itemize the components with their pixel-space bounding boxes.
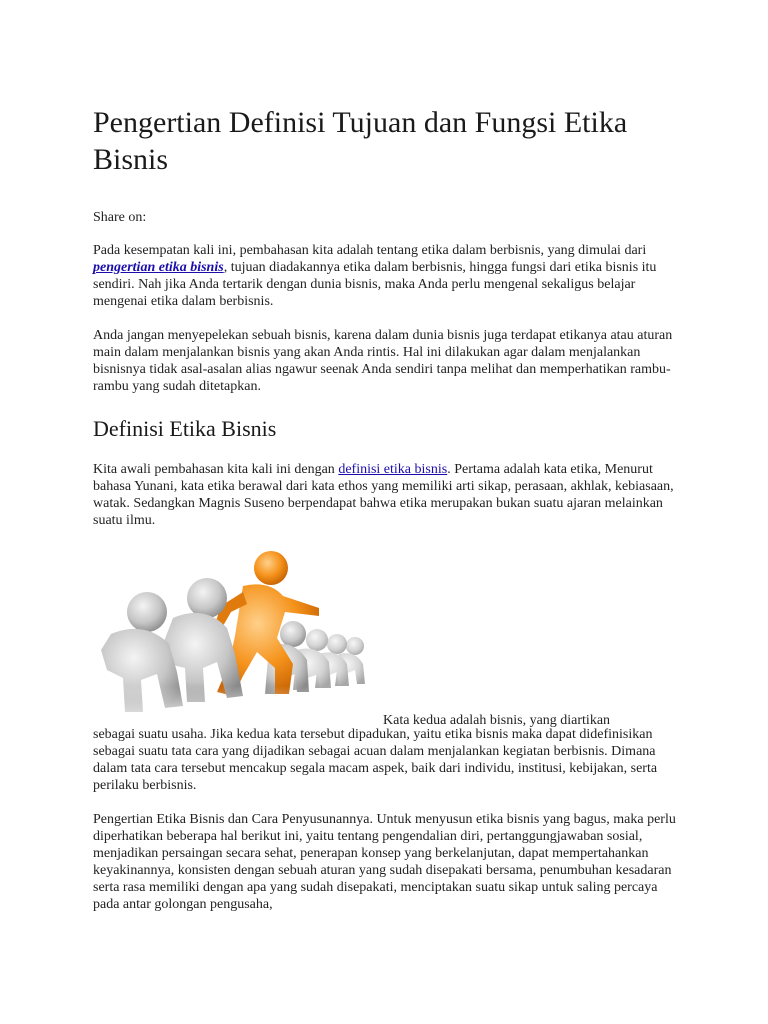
page-title: Pengertian Definisi Tujuan dan Fungsi Etika Bisnis [93,106,628,176]
share-label: Share on: [93,210,147,225]
figure-caption-inline: Kata kedua adalah bisnis, yang diartikan [383,713,611,728]
figure-paragraph [93,546,683,794]
second-paragraph: Anda jangan menyepelekan sebuah bisnis, karena dalam dunia bisnis juga terdapat etikanya atau aturan main dalam menjalankan bisnis yang akan Anda rintis. Hal ini dilakukan agar dalam menjalankan bisnisnya tidak asal-asalan alias ngawur seenak Anda sendiri tanpa melihat dan memperhatikan rambu-rambu yang sudah ditetapkan. [93,328,673,394]
intro-text-after: , tujuan diadakannya etika dalam berbisnis, hingga fungsi dari etika bisnis itu sendiri. Nah jika Anda tertarik dengan dunia bisnis, maka Anda perlu mengenal sekaligus belajar mengenai etika dalam berbisnis. [93,260,657,309]
definition-paragraph [93,461,683,529]
composition-paragraph: Pengertian Etika Bisnis dan Cara Penyusunannya. Untuk menyusun etika bisnis yang bagus, maka perlu diperhatikan beberapa hal berikut ini, yaitu tentang pengendalian diri, pertanggungjawaban sosial, menjadikan persaingan secara sehat, penerapan konsep yang berkelanjutan, dapat mempertahankan keyakinannya, konsisten dengan sebuah aturan yang sudah disepakati bersama, penumbuhan kesadaran serta rasa memiliki dengan apa yang sudah disepakati, menciptakan suatu sikap untuk saling percaya pada antar golongan pengusaha, [93,812,676,912]
race-start-icon [93,546,383,726]
section-heading: Definisi Etika Bisnis [93,416,277,441]
definition-text-after: . Pertama adalah kata etika, Menurut bahasa Yunani, kata etika berawal dari kata ethos yang memiliki arti sikap, perasaan, akhlak, kebiasaan, watak. Sedangkan Magnis Suseno berpendapat bahwa etika merupakan bukan suatu ajaran melainkan suatu ilmu. [93,462,674,528]
article [93,104,683,930]
definition-text-before: Kita awali pembahasan kita kali ini dengan [93,462,339,477]
pengertian-etika-bisnis-link[interactable]: pengertian etika bisnis [93,260,224,275]
definisi-etika-bisnis-link[interactable]: definisi etika bisnis [338,462,448,477]
race-start-illustration [93,546,383,726]
intro-text-before: Pada kesempatan kali ini, pembahasan kita adalah tentang etika dalam berbisnis, yang dimulai dari [93,243,647,258]
intro-paragraph [93,242,683,310]
figure-row [93,546,683,726]
figure-paragraph-rest: sebagai suatu usaha. Jika kedua kata tersebut dipadukan, yaitu etika bisnis maka dapat didefinisikan sebagai suatu tata cara yang dijadikan sebagai acuan dalam menjalankan kegiatan berbisnis. Dimana dalam tata cara tersebut mencakup segala macam aspek, baik dari individu, institusi, kebijakan, serta perilaku berbisnis. [93,727,658,793]
